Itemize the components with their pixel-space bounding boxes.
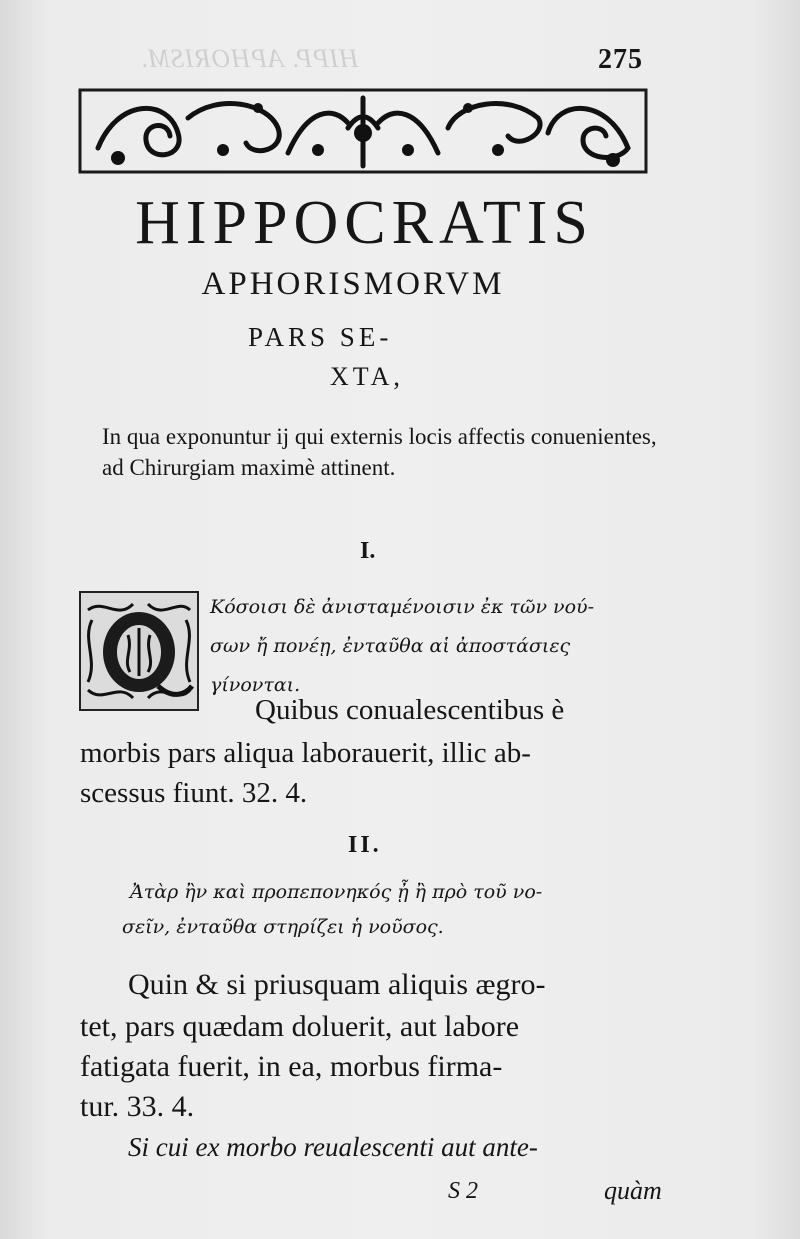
aphorism-2-latin-line1: Quin & si priusquam aliquis ægro- (128, 968, 546, 1001)
aphorism-1-greek-line2: σων ἤ πονέῃ, ἐνταῦθα αἱ ἀποστάσιες (210, 635, 571, 657)
aphorism-2-latin-line3: fatigata fuerit, in ea, morbus firma- (80, 1050, 503, 1083)
aphorism-1-latin-line3: scessus fiunt. 32. 4. (80, 777, 308, 809)
ornamental-initial-q (78, 590, 200, 712)
section-introduction: In qua exponuntur ij qui externis locis affectis conuenientes, ad Chirurgiam maximè attinent. (102, 424, 657, 480)
aphorism-1-greek-line1: Κόσοισι δὲ ἀνισταμένοισιν ἐκ τῶν νού- (210, 596, 595, 618)
aphorism-2-greek-line1: Ἀτὰρ ἢν καὶ προπεπονηκός ᾖ ἢ πρὸ τοῦ νο- (130, 881, 543, 903)
catchword: quàm (604, 1176, 662, 1205)
aphorism-1-greek-line3: γίνονται. (210, 674, 301, 696)
aphorism-1-latin-line2: morbis pars aliqua laborauerit, illic ab- (80, 737, 531, 769)
headpiece-ornament (78, 88, 648, 174)
continuation-text: Si cui ex morbo reualescenti aut ante- (128, 1132, 538, 1162)
title-subtitle: APHORISMORVM (201, 266, 505, 302)
aphorism-1-latin-line1: Quibus conualescentibus è (255, 694, 565, 726)
book-title: HIPPOCRATIS (135, 189, 594, 257)
page-number: 275 (598, 44, 643, 75)
aphorism-1-number: I. (360, 538, 376, 564)
signature-mark: S 2 (448, 1178, 478, 1204)
bleed-through-running-head: HIPP. APHORISM. (140, 44, 359, 73)
aphorism-2-latin-line2: tet, pars quædam doluerit, aut labore (80, 1010, 520, 1043)
aphorism-2-greek-line2: σεῖν, ἐνταῦθα στηρίζει ἡ νοῦσος. (122, 916, 444, 938)
aphorism-2-latin-line4: tur. 33. 4. (80, 1090, 195, 1123)
title-part-line2: XTA, (330, 362, 404, 391)
aphorism-2-number: II. (348, 832, 382, 858)
title-part-line1: PARS SE- (248, 322, 393, 352)
